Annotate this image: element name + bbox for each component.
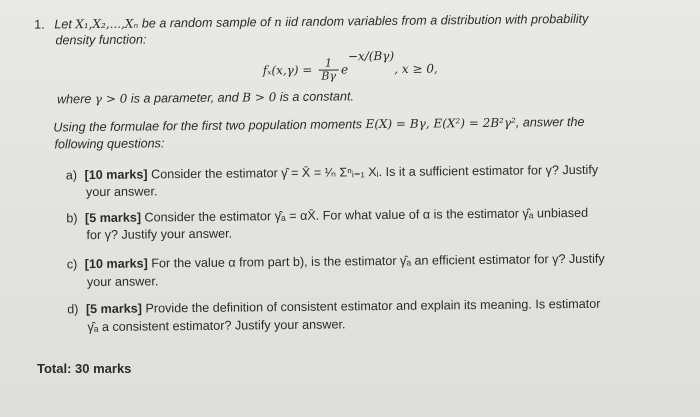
part-c-text: For the value α from part b), is the estimator γ̂ₐ an efficient estimator for γ? Justify: [147, 251, 605, 271]
pdf-domain: , x ≥ 0,: [394, 61, 438, 77]
pdf-lhs: fₓ(x,γ) =: [262, 62, 317, 78]
part-b-text: Consider the estimator γ̂ₐ = αX̄. For what value of α is the estimator γ̂ₐ unbiased: [140, 205, 589, 225]
part-a-line2: your answer.: [85, 184, 158, 200]
pdf-numerator: 1: [318, 58, 339, 71]
part-b-marks: [5 marks]: [84, 210, 142, 226]
part-b-line2: for γ? Justify your answer.: [86, 226, 233, 243]
part-b-label: b): [66, 211, 78, 226]
moments-text-a: Using the formulae for the first two population moments: [53, 117, 366, 135]
part-d-label: d): [67, 302, 79, 317]
moments-line2: following questions:: [54, 136, 165, 152]
pdf-exponent: −x/(Bγ): [347, 48, 395, 64]
moments-line1: [53, 115, 584, 136]
part-a-marks: [10 marks]: [84, 167, 148, 183]
pdf-formula: [263, 47, 438, 81]
pdf-denominator: Bγ: [321, 69, 337, 83]
pdf-fraction: [318, 58, 339, 83]
total-marks: Total: 30 marks: [37, 361, 132, 376]
intro-variables: X₁,X₂,...,Xₙ: [75, 16, 139, 32]
intro-text-b: be a random sample of: [138, 15, 275, 31]
part-a-text: Consider the estimator γ̂ = X̄ = ¹⁄ₙ Σⁿᵢ₌₁ Xᵢ. Is it a sufficient estimator for γ? Justify: [147, 162, 599, 182]
where-text-a: where: [56, 92, 95, 107]
moments-formula: E(X) = Bγ, E(X²) = 2B²γ²: [365, 115, 516, 132]
part-a-label: a): [65, 168, 78, 183]
part-a-line1: [66, 163, 598, 184]
intro-text-a: Let: [54, 17, 76, 32]
pdf-exp-base: e: [340, 62, 349, 77]
part-d-text: Provide the definition of consistent estimator and explain its meaning. Is estimator: [141, 296, 601, 316]
moments-text-b: , answer the: [515, 114, 585, 130]
part-d-line1: [67, 297, 600, 318]
where-gamma: γ > 0: [94, 91, 128, 107]
part-b-line1: [66, 206, 588, 226]
intro-n: n: [274, 15, 282, 30]
question-number: 1.: [34, 17, 45, 32]
part-c-label: c): [66, 257, 78, 272]
part-d-marks: [5 marks]: [85, 301, 143, 317]
question-intro-line1: [34, 12, 588, 33]
where-line: [57, 89, 354, 107]
part-c-line1: [67, 252, 605, 273]
where-text-b: is a parameter, and: [127, 90, 243, 106]
part-d-line2: γ̂ₐ a consistent estimator? Justify your answer.: [87, 317, 346, 335]
part-c-marks: [10 marks]: [84, 256, 148, 272]
question-intro-line2: density function:: [55, 32, 147, 48]
intro-text-c: iid random variables from a distribution with probability: [281, 11, 589, 30]
where-B: B > 0: [242, 90, 277, 105]
where-text-c: is a constant.: [276, 89, 355, 105]
part-c-line2: your answer.: [86, 274, 159, 290]
